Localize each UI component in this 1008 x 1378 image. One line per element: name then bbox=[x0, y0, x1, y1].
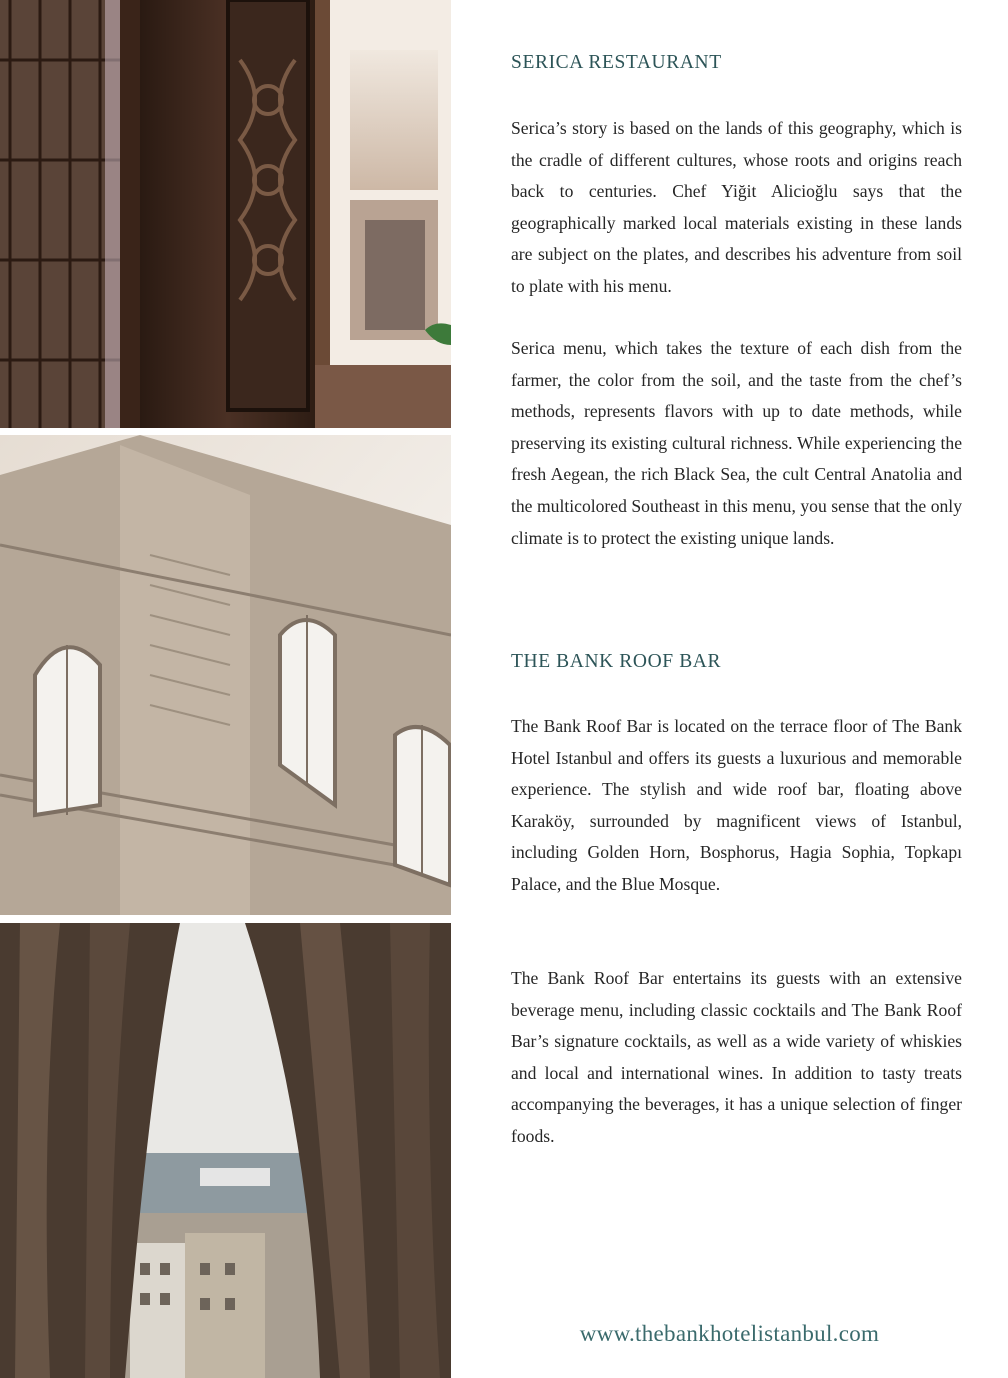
roof-bar-paragraph-1: The Bank Roof Bar is located on the terrace floor of The Bank Hotel Istanbul and offers its guests a luxurious and memorable experience. The stylish and wide roof bar, floating above Karaköy, surrounded by magnificent views of Istanbul, including Golden Horn, Bosphorus, Hagia Sophia, Topkapı Palace, and the Blue Mosque. bbox=[511, 716, 962, 894]
photo-ornate-door-window bbox=[0, 0, 451, 428]
section-title-serica: SERICA RESTAURANT bbox=[511, 52, 722, 73]
serica-paragraph-1: Serica’s story is based on the lands of this geography, which is the cradle of different cultures, whose roots and origins reach back to centuries. Chef Yiğit Alicioğlu says that the geographically marked local materials existing in these lands are subject on the plates, and describes his adventure from soil to plate with his menu. bbox=[511, 118, 962, 296]
roof-bar-paragraph-2: The Bank Roof Bar entertains its guests with an extensive beverage menu, including classic cocktails and The Bank Roof Bar’s signature cocktails, as well as a wide variety of whiskies and local and international wines. In addition to tasty treats accompanying the beverages, it has a unique selection of finger foods. bbox=[511, 968, 962, 1146]
photo-window-curtains-view bbox=[0, 923, 451, 1378]
serica-paragraph-2: Serica menu, which takes the texture of each dish from the farmer, the color from the soil, and the taste from the chef’s methods, represents flavors with up to date methods, while preserving its existing cultural richness. While experiencing the fresh Aegean, the rich Black Sea, the cult Central Anatolia and the multicolored Southeast in this menu, you sense that the only climate is to protect the existing unique lands. bbox=[511, 338, 962, 548]
website-link[interactable]: www.thebankhotelistanbul.com bbox=[579, 1321, 880, 1346]
photo-historic-facade bbox=[0, 435, 451, 915]
section-title-roof-bar: THE BANK ROOF BAR bbox=[511, 651, 722, 672]
